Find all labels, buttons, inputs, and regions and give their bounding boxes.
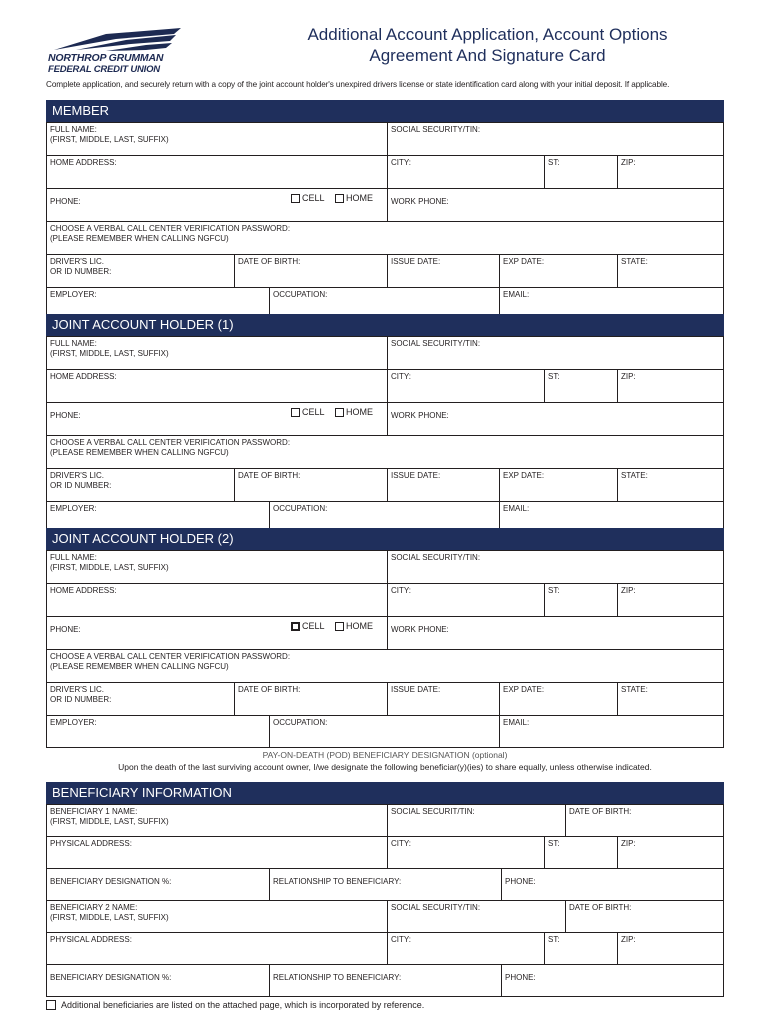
joint1-phone-field[interactable] — [47, 403, 387, 435]
label: WORK PHONE: — [391, 197, 449, 206]
label: OCCUPATION: — [273, 290, 328, 299]
label: PHONE: — [50, 197, 81, 206]
label: BENEFICIARY DESIGNATION %: — [50, 973, 172, 982]
joint1-dl-field[interactable] — [47, 469, 234, 501]
label: OR ID NUMBER: — [50, 695, 112, 704]
member-issue-date-field[interactable] — [387, 255, 499, 287]
joint2-row-password — [47, 649, 723, 682]
b2-designation-field[interactable] — [47, 965, 269, 996]
label: EXP DATE: — [503, 685, 545, 694]
joint1-city-field[interactable] — [387, 370, 544, 402]
label: ZIP: — [621, 839, 636, 848]
b2-ssn-field[interactable] — [387, 901, 565, 932]
b1-designation-field[interactable] — [47, 869, 269, 900]
member-row-name — [47, 122, 723, 155]
label: BENEFICIARY DESIGNATION %: — [50, 877, 172, 886]
joint1-zip-field[interactable] — [617, 370, 723, 402]
joint2-dob-field[interactable] — [234, 683, 387, 715]
b2-phone-field[interactable] — [501, 965, 723, 996]
joint2-email-field[interactable] — [499, 716, 723, 747]
member-home-checkbox[interactable] — [335, 193, 373, 203]
pod-text: Upon the death of the last surviving account owner, I/we designate the following beneficiar(y)(ies) to share equally, unless otherwise indicated. — [118, 762, 652, 772]
joint1-home-checkbox[interactable] — [335, 407, 373, 417]
label: EMPLOYER: — [50, 504, 97, 513]
joint2-section-header: JOINT ACCOUNT HOLDER (2) — [46, 528, 724, 550]
label: (PLEASE REMEMBER WHEN CALLING NGFCU) — [50, 234, 229, 243]
label: WORK PHONE: — [391, 411, 449, 420]
joint1-exp-date-field[interactable] — [499, 469, 617, 501]
label: PHONE: — [50, 411, 81, 420]
joint2-phone-field[interactable] — [47, 617, 387, 649]
label: RELATIONSHIP TO BENEFICIARY: — [273, 877, 402, 886]
label: ISSUE DATE: — [391, 257, 441, 266]
label: HOME ADDRESS: — [50, 372, 117, 381]
b2-row-name — [47, 900, 723, 932]
wing-logo-icon — [46, 26, 186, 52]
pod-title: PAY-ON-DEATH (POD) BENEFICIARY DESIGNATION (optional) — [262, 750, 508, 760]
joint1-home-address-field[interactable] — [47, 370, 387, 402]
checkbox-icon — [335, 194, 344, 203]
joint1-st-field[interactable] — [544, 370, 617, 402]
joint1-work-phone-field[interactable] — [387, 403, 723, 435]
member-cell-checkbox[interactable] — [291, 193, 325, 203]
joint2-home-checkbox[interactable] — [335, 621, 373, 631]
joint1-row-phone — [47, 402, 723, 435]
label: OR ID NUMBER: — [50, 481, 112, 490]
label: DATE OF BIRTH: — [569, 903, 632, 912]
label: SOCIAL SECURIT/TIN: — [391, 807, 475, 816]
member-dob-field[interactable] — [234, 255, 387, 287]
label: HOME — [346, 193, 373, 203]
member-state-field[interactable] — [617, 255, 723, 287]
label: (PLEASE REMEMBER WHEN CALLING NGFCU) — [50, 662, 229, 671]
checkbox-icon — [46, 1000, 56, 1010]
joint2-ssn-field[interactable] — [387, 551, 723, 583]
joint1-row-name — [47, 336, 723, 369]
b2-city-field[interactable] — [387, 933, 544, 964]
footer-text: Additional beneficiaries are listed on the attached page, which is incorporated by reference. — [61, 1000, 425, 1010]
label: (FIRST, MIDDLE, LAST, SUFFIX) — [50, 913, 169, 922]
member-row-address — [47, 155, 723, 188]
member-home-address-field[interactable] — [47, 156, 387, 188]
label: DRIVER'S LIC. — [50, 471, 104, 480]
label: ST: — [548, 158, 560, 167]
beneficiary-box — [46, 804, 724, 997]
joint2-password-field[interactable] — [47, 650, 723, 682]
beneficiary-section-header: BENEFICIARY INFORMATION — [46, 782, 724, 804]
label: PHYSICAL ADDRESS: — [50, 839, 132, 848]
joint1-box — [46, 336, 724, 534]
label: SOCIAL SECURITY/TIN: — [391, 125, 481, 134]
b2-zip-field[interactable] — [617, 933, 723, 964]
label: SOCIAL SECURITY/TIN: — [391, 553, 481, 562]
label: FULL NAME: — [50, 125, 97, 134]
intro-text: Complete application, and securely return with a copy of the joint account holder's unexpired drivers license or state identification card along with your initial deposit. If applicable. — [46, 80, 670, 89]
member-work-phone-field[interactable] — [387, 189, 723, 221]
joint2-full-name-field[interactable] — [47, 551, 387, 583]
label: ST: — [548, 839, 560, 848]
label: DRIVER'S LIC. — [50, 685, 104, 694]
member-zip-field[interactable] — [617, 156, 723, 188]
b1-row-name — [47, 804, 723, 836]
member-password-field[interactable] — [47, 222, 723, 254]
member-city-field[interactable] — [387, 156, 544, 188]
joint2-issue-date-field[interactable] — [387, 683, 499, 715]
label: (FIRST, MIDDLE, LAST, SUFFIX) — [50, 817, 169, 826]
b1-address-field[interactable] — [47, 837, 387, 868]
joint2-zip-field[interactable] — [617, 584, 723, 616]
label: CITY: — [391, 372, 412, 381]
label: DRIVER'S LIC. — [50, 257, 104, 266]
label: FULL NAME: — [50, 553, 97, 562]
label: EXP DATE: — [503, 471, 545, 480]
joint1-row-license — [47, 468, 723, 501]
label: WORK PHONE: — [391, 625, 449, 634]
member-box — [46, 122, 724, 320]
joint1-password-field[interactable] — [47, 436, 723, 468]
b2-address-field[interactable] — [47, 933, 387, 964]
label: ZIP: — [621, 935, 636, 944]
b2-row-designation — [47, 964, 723, 996]
checkbox-icon — [291, 194, 300, 203]
b1-dob-field[interactable] — [565, 805, 723, 836]
member-section-header: MEMBER — [46, 100, 724, 122]
checkbox-icon — [291, 408, 300, 417]
label: RELATIONSHIP TO BENEFICIARY: — [273, 973, 402, 982]
label: EXP DATE: — [503, 257, 545, 266]
label: DATE OF BIRTH: — [569, 807, 632, 816]
label: ST: — [548, 586, 560, 595]
label: SOCIAL SECURITY/TIN: — [391, 339, 481, 348]
joint1-dob-field[interactable] — [234, 469, 387, 501]
joint2-st-field[interactable] — [544, 584, 617, 616]
label: PHONE: — [505, 973, 536, 982]
b2-name-field[interactable] — [47, 901, 387, 932]
label: CITY: — [391, 586, 412, 595]
label: PHONE: — [505, 877, 536, 886]
label: (FIRST, MIDDLE, LAST, SUFFIX) — [50, 349, 169, 358]
page-title — [270, 24, 705, 66]
joint2-occupation-field[interactable] — [269, 716, 499, 747]
checkbox-icon — [335, 408, 344, 417]
joint1-state-field[interactable] — [617, 469, 723, 501]
member-row-password — [47, 221, 723, 254]
additional-beneficiaries-checkbox[interactable] — [46, 1000, 424, 1010]
member-exp-date-field[interactable] — [499, 255, 617, 287]
b1-row-address — [47, 836, 723, 868]
joint1-row-address — [47, 369, 723, 402]
title-line1: Additional Account Application, Account Options — [307, 25, 668, 44]
label: CHOOSE A VERBAL CALL CENTER VERIFICATION PASSWORD: — [50, 438, 291, 447]
label: CELL — [302, 193, 325, 203]
joint2-exp-date-field[interactable] — [499, 683, 617, 715]
joint1-row-password — [47, 435, 723, 468]
label: STATE: — [621, 257, 648, 266]
b1-city-field[interactable] — [387, 837, 544, 868]
label: (FIRST, MIDDLE, LAST, SUFFIX) — [50, 135, 169, 144]
member-ssn-field[interactable] — [387, 123, 723, 155]
joint2-row-employer — [47, 715, 723, 747]
joint2-dl-field[interactable] — [47, 683, 234, 715]
joint2-row-phone — [47, 616, 723, 649]
b2-row-address — [47, 932, 723, 964]
label: CITY: — [391, 935, 412, 944]
label: DATE OF BIRTH: — [238, 257, 301, 266]
label: PHONE: — [50, 625, 81, 634]
b1-row-designation — [47, 868, 723, 900]
label: PHYSICAL ADDRESS: — [50, 935, 132, 944]
b1-relationship-field[interactable] — [269, 869, 501, 900]
label: EMAIL: — [503, 290, 530, 299]
label: ZIP: — [621, 372, 636, 381]
label: (PLEASE REMEMBER WHEN CALLING NGFCU) — [50, 448, 229, 457]
joint2-box — [46, 550, 724, 748]
label: DATE OF BIRTH: — [238, 685, 301, 694]
label: ISSUE DATE: — [391, 471, 441, 480]
label: HOME — [346, 621, 373, 631]
label: ST: — [548, 372, 560, 381]
label: SOCIAL SECURITY/TIN: — [391, 903, 481, 912]
label: OCCUPATION: — [273, 718, 328, 727]
label: CHOOSE A VERBAL CALL CENTER VERIFICATION PASSWORD: — [50, 224, 291, 233]
joint1-section-header: JOINT ACCOUNT HOLDER (1) — [46, 314, 724, 336]
label: EMAIL: — [503, 718, 530, 727]
b1-phone-field[interactable] — [501, 869, 723, 900]
label: DATE OF BIRTH: — [238, 471, 301, 480]
member-phone-field[interactable] — [47, 189, 387, 221]
label: EMAIL: — [503, 504, 530, 513]
label: EMPLOYER: — [50, 718, 97, 727]
logo-line2: FEDERAL CREDIT UNION — [48, 64, 160, 75]
label: (FIRST, MIDDLE, LAST, SUFFIX) — [50, 563, 169, 572]
joint2-row-address — [47, 583, 723, 616]
label: CITY: — [391, 158, 412, 167]
label: HOME ADDRESS: — [50, 586, 117, 595]
label: CELL — [302, 407, 325, 417]
member-row-phone — [47, 188, 723, 221]
label: HOME — [346, 407, 373, 417]
joint2-work-phone-field[interactable] — [387, 617, 723, 649]
label: STATE: — [621, 471, 648, 480]
b2-relationship-field[interactable] — [269, 965, 501, 996]
member-dl-field[interactable] — [47, 255, 234, 287]
b2-st-field[interactable] — [544, 933, 617, 964]
label: CELL — [302, 621, 325, 631]
label: OCCUPATION: — [273, 504, 328, 513]
b1-st-field[interactable] — [544, 837, 617, 868]
label: ZIP: — [621, 586, 636, 595]
joint1-ssn-field[interactable] — [387, 337, 723, 369]
joint2-city-field[interactable] — [387, 584, 544, 616]
joint2-home-address-field[interactable] — [47, 584, 387, 616]
member-full-name-field[interactable] — [47, 123, 387, 155]
b1-ssn-field[interactable] — [387, 805, 565, 836]
joint2-employer-field[interactable] — [47, 716, 269, 747]
title-line2: Agreement And Signature Card — [369, 46, 606, 65]
joint2-row-license — [47, 682, 723, 715]
b1-zip-field[interactable] — [617, 837, 723, 868]
logo — [46, 26, 186, 76]
joint1-cell-checkbox[interactable] — [291, 407, 325, 417]
member-row-license — [47, 254, 723, 287]
member-st-field[interactable] — [544, 156, 617, 188]
label: BENEFICIARY 1 NAME: — [50, 807, 138, 816]
label: CITY: — [391, 839, 412, 848]
label: OR ID NUMBER: — [50, 267, 112, 276]
joint1-full-name-field[interactable] — [47, 337, 387, 369]
label: ST: — [548, 935, 560, 944]
b2-dob-field[interactable] — [565, 901, 723, 932]
checkbox-icon — [291, 622, 300, 631]
label: ZIP: — [621, 158, 636, 167]
label: STATE: — [621, 685, 648, 694]
label: HOME ADDRESS: — [50, 158, 117, 167]
joint1-issue-date-field[interactable] — [387, 469, 499, 501]
b1-name-field[interactable] — [47, 805, 387, 836]
checkbox-icon — [335, 622, 344, 631]
label: BENEFICIARY 2 NAME: — [50, 903, 138, 912]
logo-line1: NORTHROP GRUMMAN — [48, 52, 164, 64]
label: FULL NAME: — [50, 339, 97, 348]
joint2-row-name — [47, 550, 723, 583]
label: ISSUE DATE: — [391, 685, 441, 694]
label: EMPLOYER: — [50, 290, 97, 299]
joint2-state-field[interactable] — [617, 683, 723, 715]
label: CHOOSE A VERBAL CALL CENTER VERIFICATION PASSWORD: — [50, 652, 291, 661]
joint2-cell-checkbox[interactable] — [291, 621, 325, 631]
